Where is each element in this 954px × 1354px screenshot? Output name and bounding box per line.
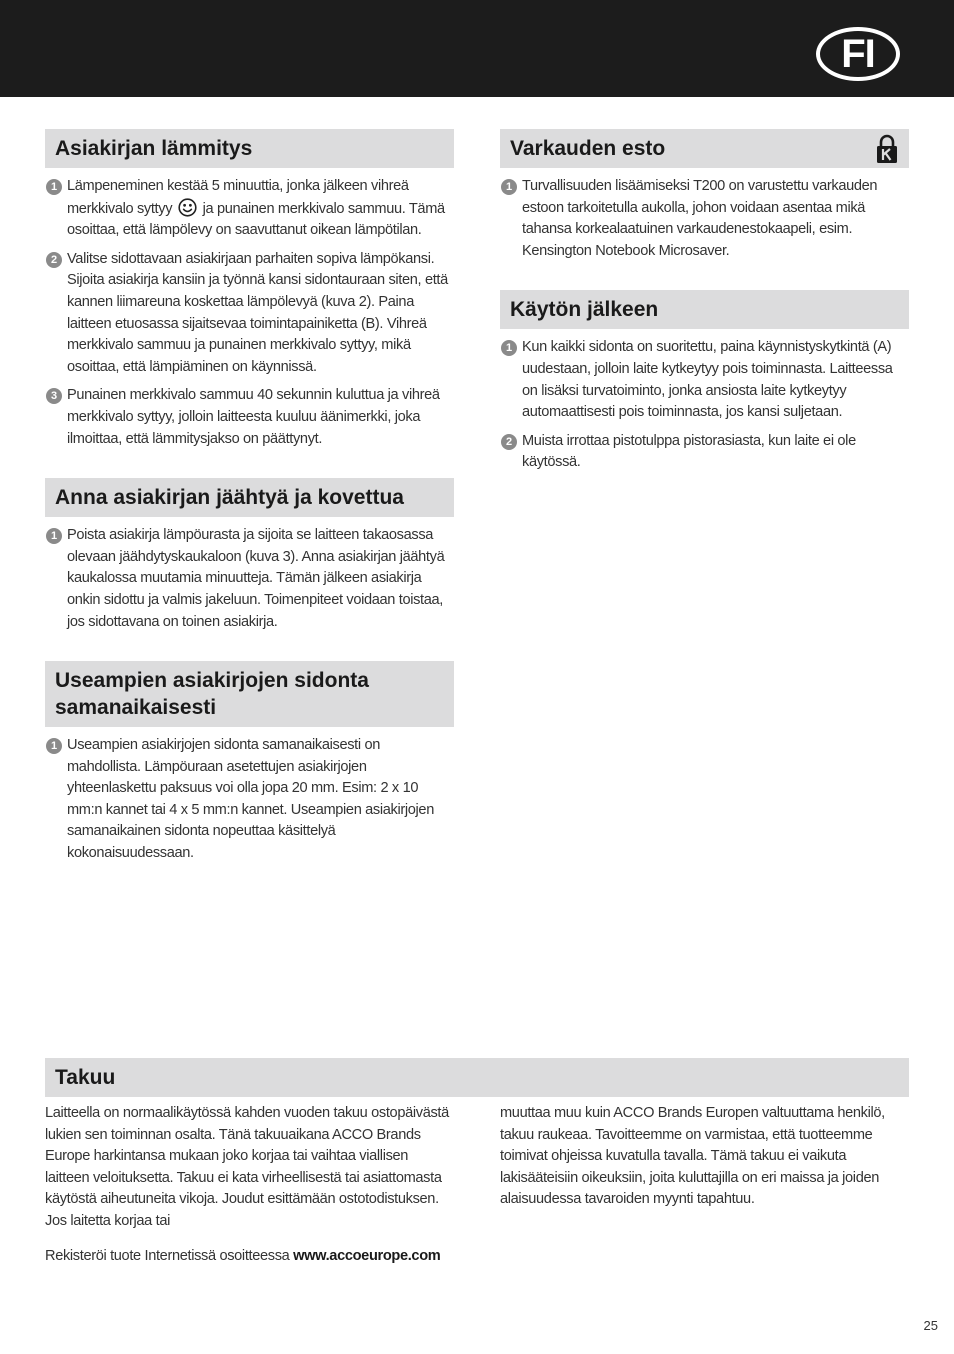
step-item xyxy=(45,735,454,865)
right-column xyxy=(500,129,909,502)
step-item xyxy=(500,337,909,423)
step-item xyxy=(45,176,454,242)
language-badge: FI xyxy=(816,27,900,81)
section-multiple-binding xyxy=(45,661,454,865)
step-text: Useampien asiakirjojen sidonta samanaikaisesti on mahdollista. Lämpöuraan asetettujen asiakirjojen yhteenlaskettu paksuus voi olla jopa 20 mm. Esim: 2 x 10 mm:n kannet tai 4 x 5 mm:n kannet. Useampien asiakirjojen samanaikainen sidonta nopeuttaa käsittelyä kokonaisuudessaan. xyxy=(67,737,434,862)
register-link[interactable]: www.accoeurope.com xyxy=(293,1248,441,1264)
step-number-badge: 1 xyxy=(46,528,62,544)
section-title: Asiakirjan lämmitys xyxy=(45,129,454,168)
register-text: Rekisteröi tuote Internetissä osoitteessa xyxy=(45,1248,290,1264)
step-item xyxy=(45,525,454,633)
step-text: Punainen merkkivalo sammuu 40 sekunnin kuluttua ja vihreä merkkivalo syttyy, jolloin laitteesta kuuluu äänimerkki, joka ilmoittaa, että lämmitysjakso on päättynyt. xyxy=(67,387,440,447)
step-number-badge: 2 xyxy=(46,252,62,268)
step-number-badge: 3 xyxy=(46,388,62,404)
section-title-warranty: Takuu xyxy=(45,1058,909,1097)
step-text: ja punainen merkkivalo sammuu. Tämä osoittaa, että lämpölevy on saavuttanut oikean lämpötilan. xyxy=(67,200,445,239)
register-line xyxy=(45,1246,645,1268)
step-list xyxy=(500,337,909,474)
step-list xyxy=(45,525,454,633)
page-number: 25 xyxy=(923,1318,938,1333)
section-heating xyxy=(45,129,454,450)
step-item xyxy=(45,385,454,450)
section-cooling xyxy=(45,478,454,633)
step-item xyxy=(45,249,454,379)
step-list xyxy=(500,176,909,262)
warranty-text-left: Laitteella on normaalikäytössä kahden vuoden takuu ostopäivästä lukien sen toiminnan osalta. Tänä takuuaikana ACCO Brands Europe harkintansa mukaan joko korjaa tai vaihtaa viallisen laitteen veloituksetta. Takuu ei kata virheellisestä tai asiattomasta käytöstä aiheutuneita vikoja. Joudut esittämään ostotodistuksen. Jos laitetta korjaa tai xyxy=(45,1105,449,1229)
section-title xyxy=(500,129,909,168)
step-text: Muista irrottaa pistotulppa pistorasiasta, kun laite ei ole käytössä. xyxy=(522,432,856,471)
step-list xyxy=(45,735,454,865)
left-column xyxy=(45,129,454,893)
step-number-badge: 1 xyxy=(46,738,62,754)
section-title-text: Varkauden esto xyxy=(510,137,666,160)
step-number-badge: 1 xyxy=(501,179,517,195)
smiley-icon xyxy=(178,198,197,217)
section-title: Anna asiakirjan jäähtyä ja kovettua xyxy=(45,478,454,517)
step-item xyxy=(500,431,909,474)
top-bar xyxy=(0,0,954,97)
step-number-badge: 1 xyxy=(46,179,62,195)
step-number-badge: 2 xyxy=(501,434,517,450)
step-text: Poista asiakirja lämpöurasta ja sijoita se laitteen takaosassa olevaan jäähdytyskaukaloon (kuva 3). Anna asiakirjan jäähtyä kaukalossa muutamia minuutteja. Tämän jälkeen asiakirja onkin sidottu ja valmis jakeluun. Toimenpiteet voidaan toistaa, jos sidottavana on toinen asiakirja. xyxy=(67,527,445,630)
section-theft-protection xyxy=(500,129,909,262)
section-title: Useampien asiakirjojen sidonta samanaikaisesti xyxy=(45,661,454,727)
step-list xyxy=(45,176,454,450)
step-text: Kun kaikki sidonta on suoritettu, paina käynnistyskytkintä (A) uudestaan, jolloin laite kytkeytyy pois toiminnasta. Laitteessa on lisäksi turvatoiminto, jonka ansiosta laite kytkeytyy automaattisesti pois toiminnasta, jos kansi suljetaan. xyxy=(522,339,893,421)
step-text: Turvallisuuden lisäämiseksi T200 on varustettu varkauden estoon tarkoitetulla aukolla, johon voidaan asentaa mikä tahansa korkealaatuinen varkaudenestokaapeli, esim. Kensington Notebook Microsaver. xyxy=(522,178,878,259)
warranty-text-right: muuttaa muu kuin ACCO Brands Europen valtuuttama henkilö, takuu raukeaa. Tavoitteemme on varmistaa, että tuotteemme toimivat ohjeissa kuvatulla tavalla. Tämä takuu ei vaikuta lakisääteisiin oikeuksiin, joita kuluttajilla on eri maissa ja joiden alaisuudessa tavaroiden myynti tapahtuu. xyxy=(500,1105,885,1208)
step-text: Valitse sidottavaan asiakirjaan parhaiten sopiva lämpökansi. Sijoita asiakirja kansiin ja työnnä kansi sidontauraan siten, että kannen liimareuna koskettaa lämpölevyä (kuva 2). Paina laitteen etuosassa sijaitsevaa toimintapainiketta (B). Vihreä merkkivalo sammuu ja punainen merkkivalo syttyy, mikä osoittaa, että lämpiäminen on käynnissä. xyxy=(67,250,448,375)
section-title: Käytön jälkeen xyxy=(500,290,909,329)
step-text: Lämpeneminen kestää 5 minuuttia, jonka jälkeen vihreä merkkivalo syttyy xyxy=(67,178,409,217)
step-item xyxy=(500,176,909,262)
section-after-use xyxy=(500,290,909,474)
kensington-lock-icon xyxy=(875,134,899,164)
step-number-badge: 1 xyxy=(501,340,517,356)
